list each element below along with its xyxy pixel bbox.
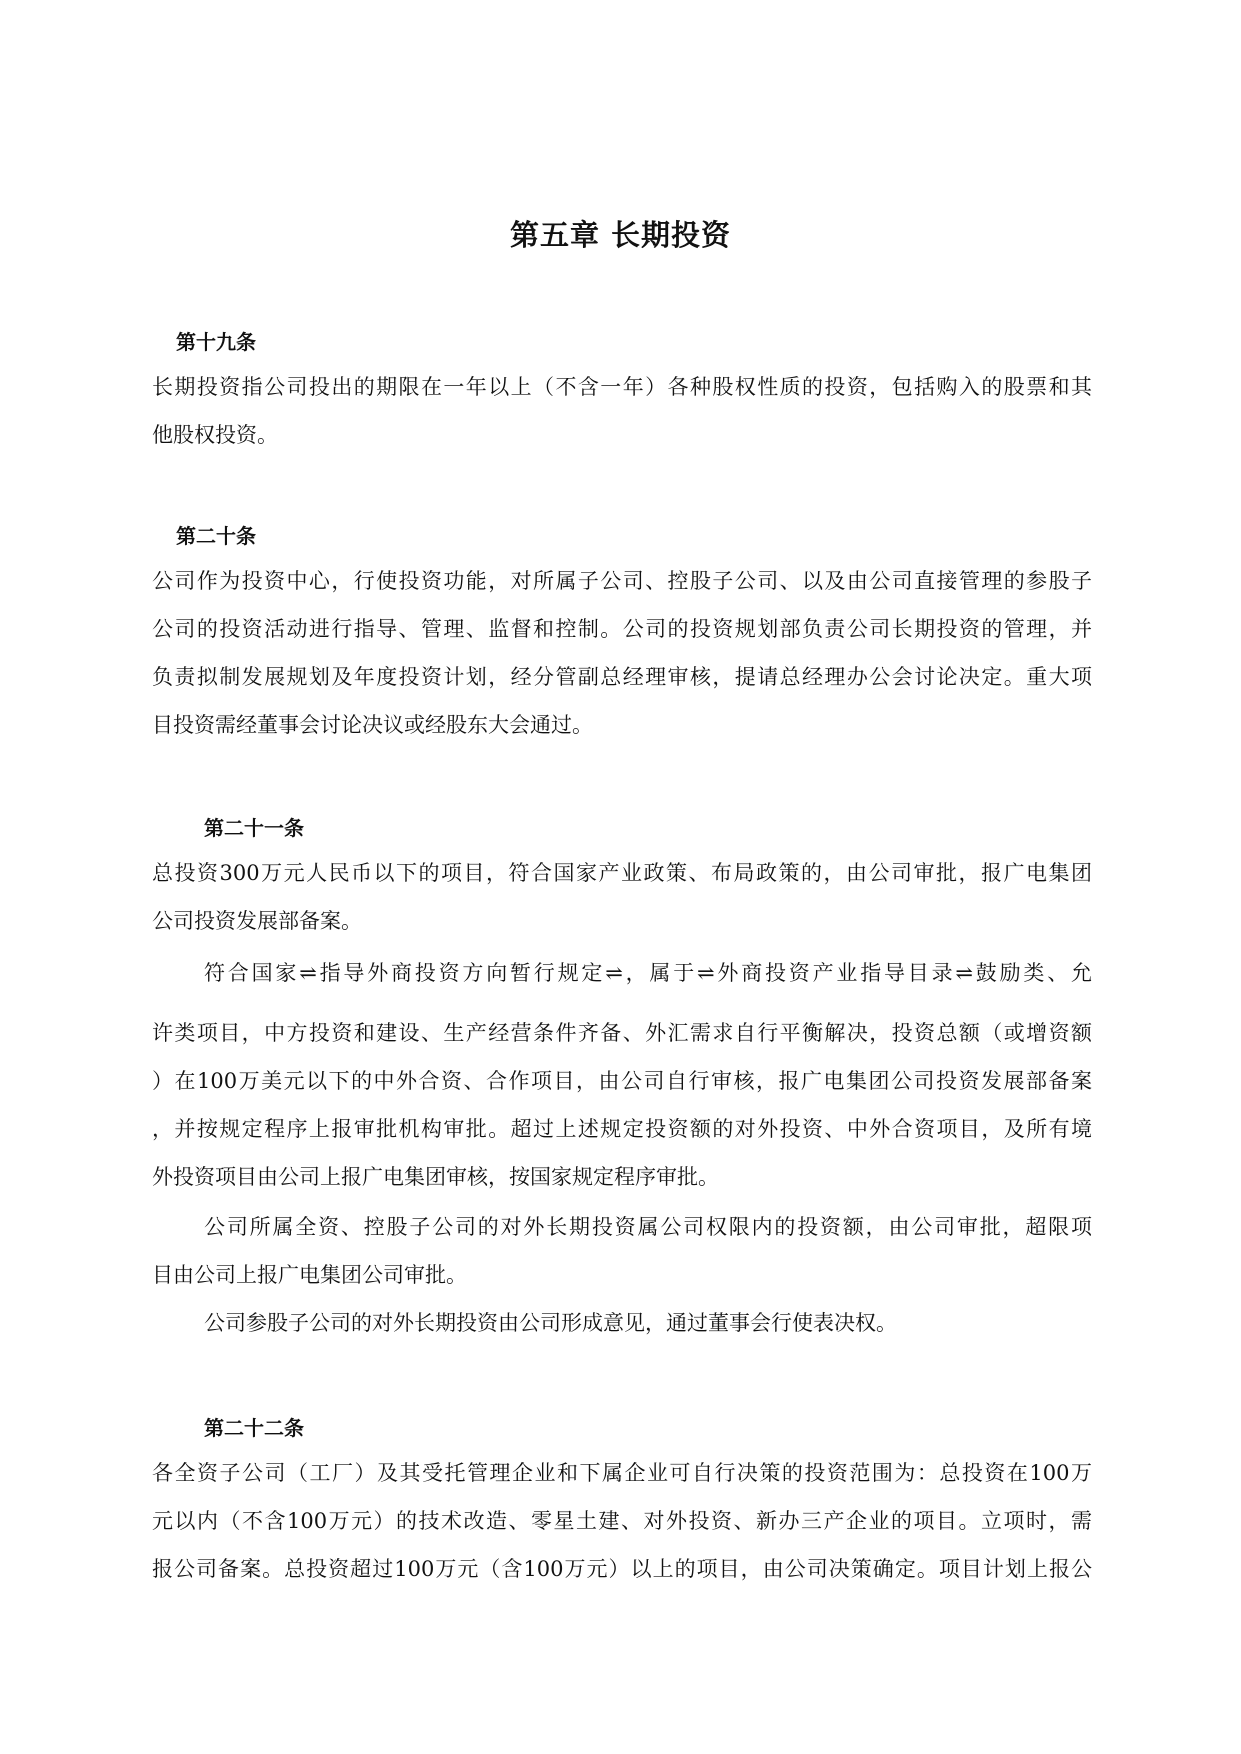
article-heading-22: 第二十二条 — [204, 1416, 304, 1440]
article-21-line-6: ，并按规定程序上报审批机构审批。超过上述规定投资额的对外投资、中外合资项目，及所有境 — [152, 1117, 1092, 1141]
article-heading-19: 第十九条 — [176, 330, 256, 354]
article-22-line-3: 报公司备案。总投资超过100万元（含100万元）以上的项目，由公司决策确定。项目计划上报公 — [152, 1557, 1092, 1581]
article-20-line-2: 公司的投资活动进行指导、管理、监督和控制。公司的投资规划部负责公司长期投资的管理，并 — [152, 617, 1092, 641]
article-21-line-1: 总投资300万元人民币以下的项目，符合国家产业政策、布局政策的，由公司审批，报广电集团 — [152, 861, 1092, 885]
article-21-line-7: 外投资项目由公司上报广电集团审核，按国家规定程序审批。 — [152, 1165, 719, 1189]
article-21-line-3: 符合国家⇌指导外商投资方向暂行规定⇌，属于⇌外商投资产业指导目录⇌鼓励类、允 — [204, 961, 1092, 985]
article-20-line-4: 目投资需经董事会讨论决议或经股东大会通过。 — [152, 713, 593, 737]
article-21-line-9: 目由公司上报广电集团公司审批。 — [152, 1263, 467, 1287]
article-heading-20: 第二十条 — [176, 524, 256, 548]
article-20-line-1: 公司作为投资中心，行使投资功能，对所属子公司、控股子公司、以及由公司直接管理的参股子 — [152, 569, 1092, 593]
article-20-line-3: 负责拟制发展规划及年度投资计划，经分管副总经理审核，提请总经理办公会讨论决定。重大项 — [152, 665, 1092, 689]
article-22-line-2: 元以内（不含100万元）的技术改造、零星土建、对外投资、新办三产企业的项目。立项时，需 — [152, 1509, 1092, 1533]
article-21-line-4: 许类项目，中方投资和建设、生产经营条件齐备、外汇需求自行平衡解决，投资总额（或增资额 — [152, 1021, 1092, 1045]
article-21-line-8: 公司所属全资、控股子公司的对外长期投资属公司权限内的投资额，由公司审批，超限项 — [204, 1215, 1092, 1239]
article-22-line-1: 各全资子公司（工厂）及其受托管理企业和下属企业可自行决策的投资范围为：总投资在100万 — [152, 1461, 1092, 1485]
article-21-line-2: 公司投资发展部备案。 — [152, 909, 362, 933]
chapter-title: 第五章 长期投资 — [509, 218, 732, 252]
article-21-line-10: 公司参股子公司的对外长期投资由公司形成意见，通过董事会行使表决权。 — [204, 1311, 897, 1335]
article-21-line-5: ）在100万美元以下的中外合资、合作项目，由公司自行审核，报广电集团公司投资发展部备案 — [152, 1069, 1092, 1093]
article-19-line-2: 他股权投资。 — [152, 423, 278, 447]
article-19-line-1: 长期投资指公司投出的期限在一年以上（不含一年）各种股权性质的投资，包括购入的股票和其 — [152, 375, 1092, 399]
article-heading-21: 第二十一条 — [204, 816, 304, 840]
